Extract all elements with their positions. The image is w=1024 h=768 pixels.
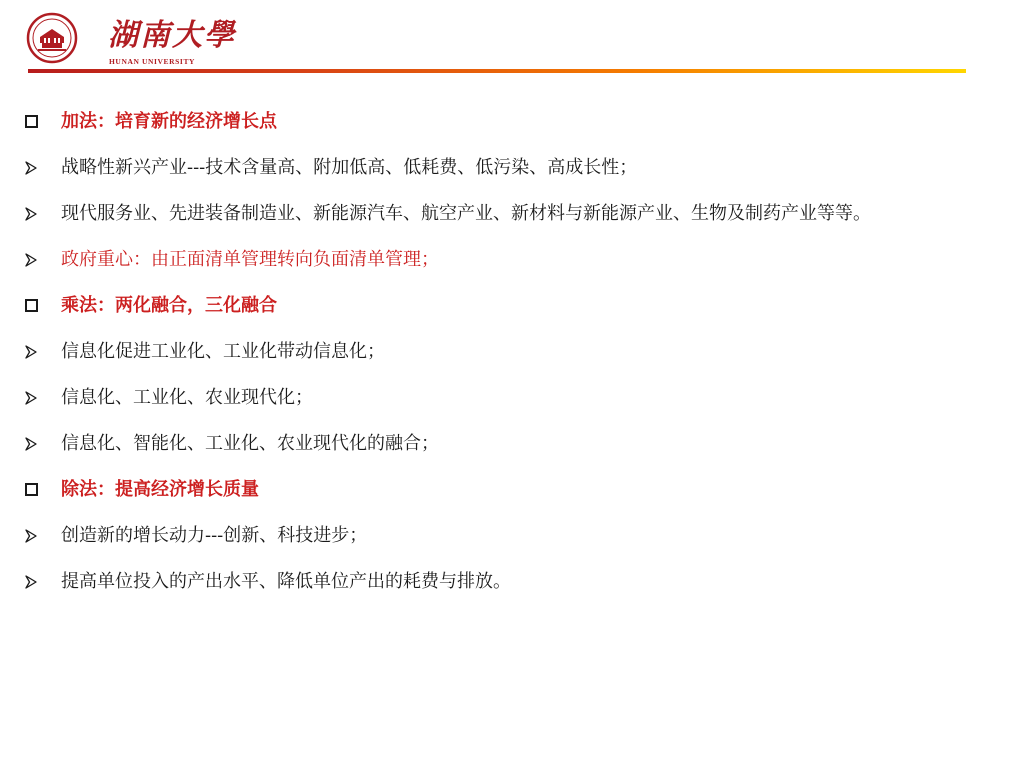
list-item [24, 428, 984, 460]
square-bullet-icon [25, 115, 38, 128]
square-bullet-icon [25, 483, 38, 496]
item-text: 现代服务业、先进装备制造业、新能源汽车、航空产业、新材料与新能源产业、生物及制药产业等等。 [61, 203, 871, 224]
list-item [24, 244, 984, 276]
list-item [24, 382, 984, 414]
list-item [24, 152, 984, 184]
university-seal-icon [26, 12, 78, 64]
arrow-bullet-icon [24, 435, 40, 453]
arrow-bullet-icon [24, 343, 40, 361]
list-item [24, 566, 984, 598]
header-divider [28, 69, 966, 73]
section-heading [24, 290, 984, 322]
item-text: 信息化、智能化、工业化、农业现代化的融合； [61, 433, 439, 454]
arrow-bullet-icon [24, 251, 40, 269]
item-text: 除法：提高经济增长质量 [61, 479, 259, 500]
arrow-bullet-icon [24, 205, 40, 223]
item-text: 信息化促进工业化、工业化带动信息化； [61, 341, 385, 362]
item-text: 乘法：两化融合，三化融合 [61, 295, 277, 316]
arrow-bullet-icon [24, 389, 40, 407]
item-text: 加法：培育新的经济增长点 [61, 111, 277, 132]
university-subtitle: HUNAN UNIVERSITY [109, 57, 196, 66]
square-bullet-icon [25, 299, 38, 312]
arrow-bullet-icon [24, 159, 40, 177]
item-text: 战略性新兴产业---技术含量高、附加低高、低耗费、低污染、高成长性； [61, 157, 638, 178]
section-heading [24, 474, 984, 506]
item-text: 政府重心：由正面清单管理转向负面清单管理； [61, 249, 439, 270]
list-item [24, 336, 984, 368]
section-heading [24, 106, 984, 138]
list-item [24, 520, 984, 552]
university-name: 湖南大學 [108, 18, 236, 53]
arrow-bullet-icon [24, 527, 40, 545]
item-text: 提高单位投入的产出水平、降低单位产出的耗费与排放。 [61, 571, 511, 592]
bullet-list [24, 106, 984, 612]
list-item [24, 198, 984, 230]
arrow-bullet-icon [24, 573, 40, 591]
slide-header [0, 0, 1024, 76]
university-logo [26, 10, 236, 66]
item-text: 信息化、工业化、农业现代化； [61, 387, 313, 408]
item-text: 创造新的增长动力---创新、科技进步； [61, 525, 368, 546]
